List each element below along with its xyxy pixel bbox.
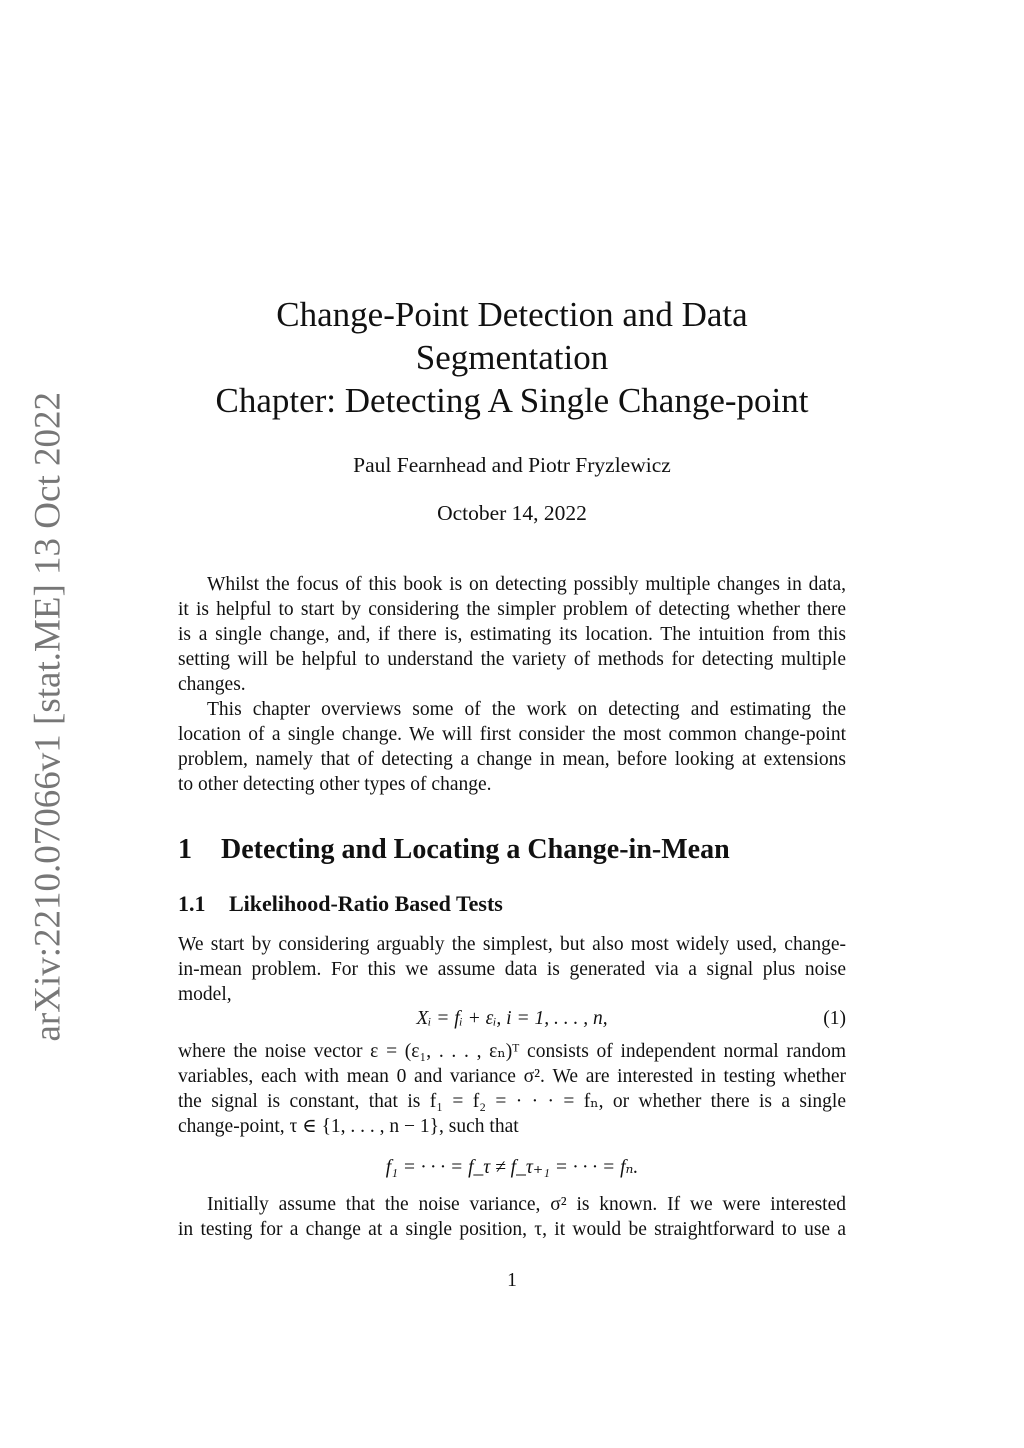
abstract-line: Whilst the focus of this book is on detecting possibly multiple changes in data, (207, 574, 846, 595)
equation-number: (1) (823, 1008, 846, 1029)
body-line: We start by considering arguably the simplest, but also most widely used, change- (178, 934, 846, 955)
subsection-number: 1.1 (178, 891, 206, 916)
body-line: in-mean problem. For this we assume data is generated via a signal plus noise (178, 959, 846, 980)
abstract-line: location of a single change. We will first consider the most common change-point (178, 724, 846, 745)
equation-1: Xᵢ = fᵢ + εᵢ, i = 1, . . . , n, (416, 1008, 608, 1029)
date: October 14, 2022 (437, 501, 587, 525)
abstract-line: changes. (178, 674, 246, 695)
title-line-1: Change-Point Detection and Data (276, 295, 748, 334)
abstract-line: setting will be helpful to understand the variety of methods for detecting multiple (178, 649, 846, 670)
subsection-heading (178, 891, 503, 917)
section-number: 1 (178, 834, 192, 865)
body-line: variables, each with mean 0 and variance σ². We are interested in testing whether (178, 1066, 846, 1087)
body-line: change-point, τ ∈ {1, . . . , n − 1}, such that (178, 1116, 519, 1137)
abstract-line: This chapter overviews some of the work on detecting and estimating the (207, 699, 846, 720)
section-heading (178, 834, 730, 866)
body-line: model, (178, 984, 232, 1005)
body-line: where the noise vector ε = (ε₁, . . . , εₙ)ᵀ consists of independent normal random (178, 1041, 846, 1062)
page-number: 1 (507, 1270, 517, 1291)
body-line: Initially assume that the noise variance, σ² is known. If we were interested (207, 1194, 846, 1215)
abstract-line: problem, namely that of detecting a change in mean, before looking at extensions (178, 749, 846, 770)
body-line: the signal is constant, that is f₁ = f₂ = · · · = fₙ, or whether there is a single (178, 1091, 846, 1112)
abstract-line: it is helpful to start by considering the simpler problem of detecting whether there (178, 599, 846, 620)
authors: Paul Fearnhead and Piotr Fryzlewicz (353, 453, 671, 477)
equation-2: f₁ = · · · = f_τ ≠ f_τ₊₁ = · · · = fₙ. (385, 1157, 639, 1178)
abstract-line: is a single change, and, if there is, estimating its location. The intuition from this (178, 624, 846, 645)
abstract-line: to other detecting other types of change. (178, 774, 492, 795)
arxiv-stamp: arXiv:2210.07066v1 [stat.ME] 13 Oct 2022 (27, 392, 69, 1042)
body-line: in testing for a change at a single position, τ, it would be straightforward to use a (178, 1219, 846, 1240)
subsection-title: Likelihood-Ratio Based Tests (229, 891, 503, 916)
title-line-3: Chapter: Detecting A Single Change-point (215, 381, 809, 420)
title-line-2: Segmentation (415, 338, 609, 377)
section-title: Detecting and Locating a Change-in-Mean (221, 834, 730, 865)
